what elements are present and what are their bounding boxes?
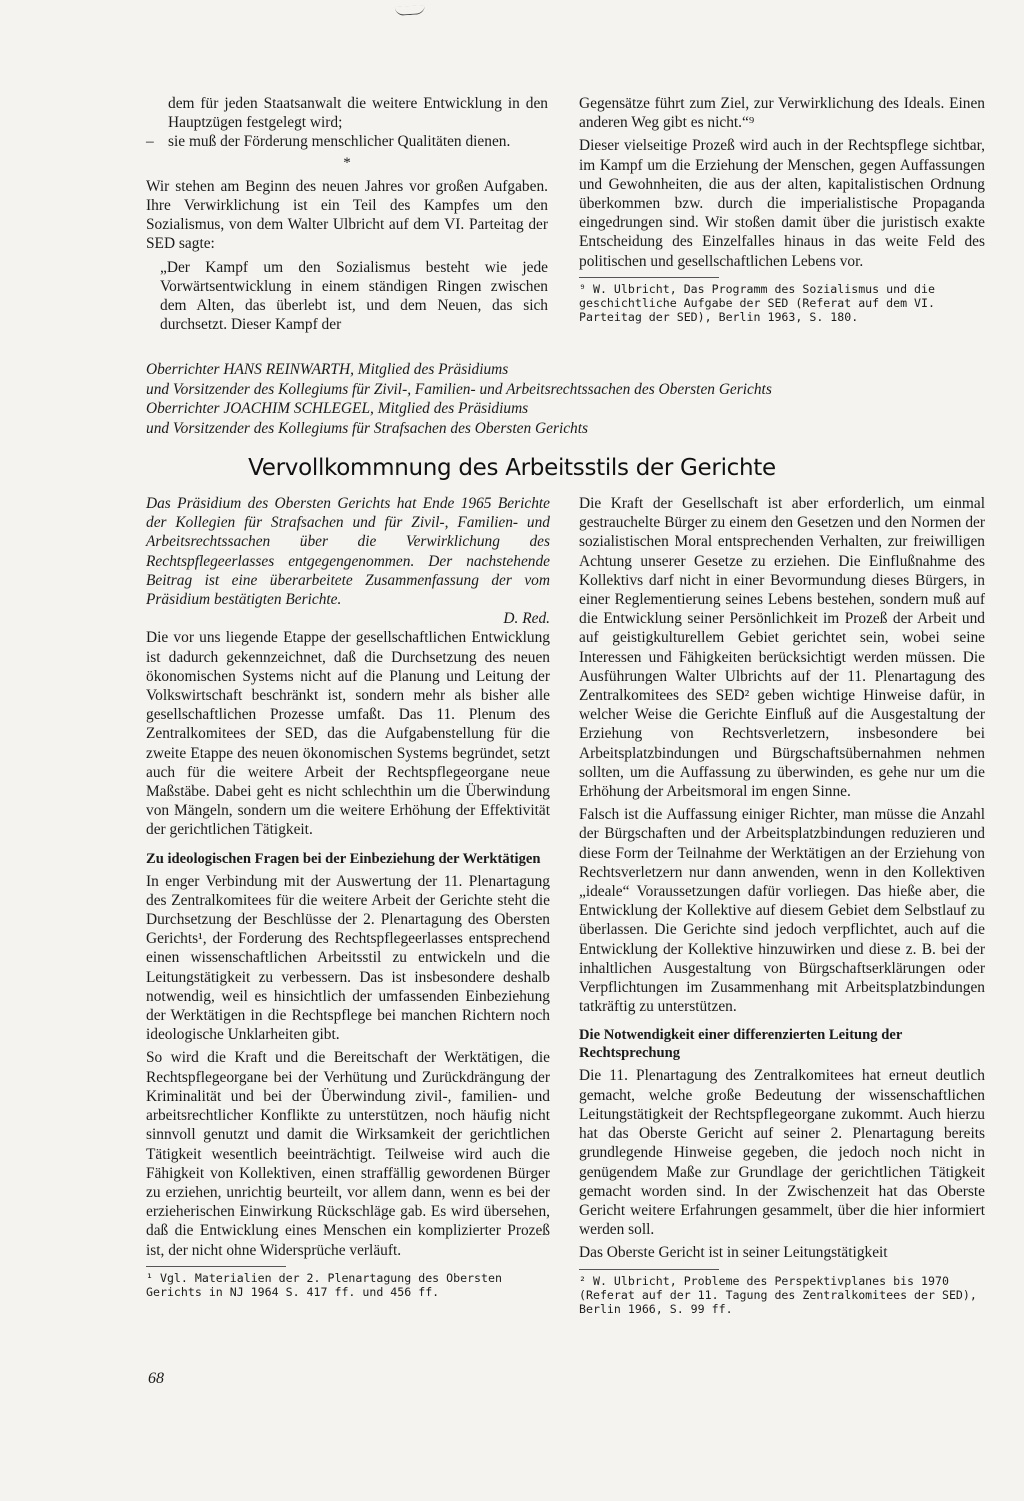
paragraph: In enger Verbindung mit der Auswertung der 11. Plenartagung des Zentralkomitees für die weitere Arbeit der Gerichte steht die Durchsetzung der Beschlüsse der 2. Plenartagung des Obersten Gerichts¹, der Forderung des Rechtspflegeerlasses entsprechend einen wissenschaftlichen Arbeitsstil zu entwickeln und die Leitungstätigkeit zu verbessern. Das ist insbesondere deshalb notwendig, weil es hinsichtlich der umfassenden Einbeziehung der Werktätigen in die Rechtspflege bei manchen Richtern noch ideologische Unklarheiten gibt. — [146, 872, 550, 1044]
quote-paragraph: „Der Kampf um den Sozialismus besteht wie jede Vorwärtsentwicklung in einem ständigen Ringen zwischen dem Alten, das überlebt ist, und dem Neuen, das sich durchsetzt. Dieser Kampf der — [160, 258, 548, 334]
section-heading: Zu ideologischen Fragen bei der Einbeziehung der Werktätigen — [146, 850, 541, 867]
author-line: und Vorsitzender des Kollegiums für Zivil-, Familien- und Arbeitsrechtssachen des Obersten Gerichts — [146, 380, 772, 398]
paragraph: Dieser vielseitige Prozeß wird auch in der Rechtspflege sichtbar, im Kampf um die Erziehung der Menschen, gegen Auffassungen und Gewohnheiten, die aus der alten, kapitalistischen Ordnung überkommen bzw. durch die imperialistische Propaganda eingedrungen sind. Wir stoßen damit über die juristisch exakte Entscheidung des Einzelfalles hinaus in das weite Feld des politischen und gesellschaftlichen Lebens vor. — [579, 137, 985, 270]
left-main-column — [146, 494, 550, 1299]
section-separator: * — [343, 154, 351, 171]
paragraph: Gegensätze führt zum Ziel, zur Verwirklichung des Ideals. Einen anderen Weg gibt es nicht.“⁹ — [579, 95, 985, 132]
footnote-rule — [146, 1266, 286, 1267]
right-top-column — [579, 94, 985, 324]
footnote-rule — [579, 1269, 719, 1270]
left-top-column — [146, 94, 548, 334]
author-line: und Vorsitzender des Kollegiums für Strafsachen des Obersten Gerichts — [146, 419, 589, 437]
author-line: Oberrichter HANS REINWARTH, Mitglied des Präsidiums — [146, 361, 509, 378]
paragraph: Das Oberste Gericht ist in seiner Leitungstätigkeit — [579, 1244, 888, 1262]
right-main-column — [579, 494, 985, 1316]
footnote: ¹ Vgl. Materialien der 2. Plenartagung des Obersten Gerichts in NJ 1964 S. 417 ff. und 456 ff. — [146, 1270, 502, 1299]
paragraph: Die Kraft der Gesellschaft ist aber erforderlich, um einmal gestrauchelte Bürger zu einem den Gesetzen und den Normen der sozialistischen Moral entsprechenden Verhalten, zur freiwilligen Achtung unserer Gesetze zu erziehen. Die Einflußnahme des Kollektivs darf nicht in einer Bevormundung dieses Bürgers, in einer Reglementierung seines Lebens bestehen, sondern muß auf die Entwicklung seiner Persönlichkeit im Prozeß der Arbeit und auf geistigkulturellem Gebiet gerichtet sein, wobei seine Interessen und Fähigkeiten berücksichtigt werden müssen. Die Ausführungen Walter Ulbrichts auf der 11. Plenartagung des Zentralkomitees des SED² geben wichtige Hinweise dafür, in welcher Weise die Gerichte Einfluß auf die Ausgestaltung der Erziehung von Rechtsverletzern, insbesondere bei Arbeitsplatzbindungen und Bürgschaftsübernahmen nehmen sollten, um die Auffassung zu überwinden, es gehe nur um die Erhöhung der Arbeitsmoral im engen Sinne. — [579, 495, 985, 801]
paragraph: Wir stehen am Beginn des neuen Jahres vor großen Aufgaben. Ihre Verwirklichung ist ein Teil des Kampfes um den Sozialismus, von dem Walter Ulbricht auf dem VI. Parteitag der SED sagte: — [146, 177, 548, 253]
editorial-lead: Das Präsidium des Obersten Gerichts hat Ende 1965 Berichte der Kollegien für Strafsachen und für Zivil-, Familien- und Arbeitsrechtssachen über die Verwirklichung des Rechtspflegeerlasses entgegengenommen. Der nachstehende Beitrag ist eine überarbeitete Zusammenfassung der vom Präsidium bestätigten Berichte. — [146, 495, 550, 609]
author-block — [146, 360, 1006, 438]
paragraph: Die vor uns liegende Etappe der gesellschaftlichen Entwicklung ist dadurch gekennzeichnet, daß die Durchsetzung des neuen ökonomischen Systems nicht auf die Planung und Leitung der Volkswirtschaft beschränkt ist, sondern mehr als bisher alle gesellschaftlichen Prozesse umfaßt. Das 11. Plenum des Zentralkomitees der SED, das die Aufgabenstellung für die zweite Etappe des neuen ökonomischen Systems begründet, setzt auch für die weitere Arbeit der Rechtspflegeorgane neue Maßstäbe. Dabei geht es nicht schlechthin um die Überwindung von Mängeln, sondern um die weitere Erhöhung der Effektivität der gerichtlichen Tätigkeit. — [146, 629, 550, 839]
page-number: 68 — [148, 1370, 164, 1387]
list-item-continuation: dem für jeden Staatsanwalt die weitere Entwicklung in den Hauptzügen festgelegt wird; — [168, 95, 548, 132]
scan-mark — [395, 5, 426, 16]
dash-bullet: – — [146, 133, 154, 151]
paragraph: Die 11. Plenartagung des Zentralkomitees hat erneut deutlich gemacht, welche große Bedeutung der wissenschaftlichen Leitungstätigkeit der Rechtspflegeorgane zukommt. Auch hierzu hat das Oberste Gericht auf seiner 2. Plenartagung bereits grundlegende Hinweise gegeben, die jedoch noch nicht in genügendem Maße zur Grundlage der gerichtlichen Tätigkeit gemacht worden sind. In der Zwischenzeit hat das Oberste Gericht weitere Erfahrungen gesammelt, über die hier informiert werden soll. — [579, 1067, 985, 1239]
editorial-signature: D. Red. — [503, 610, 550, 628]
footnote: ² W. Ulbricht, Probleme des Perspektivplanes bis 1970 (Referat auf der 11. Tagung des Zentralkomitees der SED), Berlin 1966, S. 99 ff. — [579, 1273, 977, 1316]
author-line: Oberrichter JOACHIM SCHLEGEL, Mitglied des Präsidiums — [146, 400, 529, 417]
editorial-signature-row — [146, 609, 550, 628]
footnote-rule — [579, 277, 719, 278]
list-item — [146, 132, 548, 151]
footnote: ⁹ W. Ulbricht, Das Programm des Sozialismus und die geschichtliche Aufgabe der SED (Referat auf dem VI. Parteitag der SED), Berlin 1963, S. 180. — [579, 281, 935, 324]
list-item-text: sie muß der Förderung menschlicher Qualitäten dienen. — [168, 133, 511, 151]
paragraph: Falsch ist die Auffassung einiger Richter, man müsse die Anzahl der Bürgschaften und der Arbeitsplatzbindungen reduzieren und diese Form der Teilnahme der Werktätigen an der Erziehung von Rechtsverletzern nur dann anwenden, wenn in den Kollektiven „ideale“ Voraussetzungen dafür vorliegen. Das hieße aber, die Entwicklung der Kollektive auf diesem Gebiet dem Selbstlauf zu überlassen. Die Gerichte sind jedoch verpflichtet, auch auf die Entwicklung der Kollektive hinzuwirken und diese z. B. bei der inhaltlichen Ausgestaltung von Bürgschaftserklärungen oder Verpflichtungen im Zusammenhang mit Arbeitsplatzbindungen tatkräftig zu unterstützen. — [579, 806, 985, 1016]
paragraph: So wird die Kraft und die Bereitschaft der Werktätigen, die Rechtspflegeorgane bei der Verhütung und Zurückdrängung der Kriminalität und bei der Überwindung zivil-, familien- und arbeitsrechtlicher Konflikte zu unterstützen, noch häufig nicht sinnvoll genutzt und damit die Wirksamkeit der gerichtlichen Tätigkeit wesentlich beeinträchtigt. Teilweise wird auch die Fähigkeit von Kollektiven, einen straffällig gewordenen Bürger zu erziehen, unrichtig beurteilt, vor allem dann, wenn es bei der erzieherischen Einwirkung Rückschläge gab. Es wird übersehen, daß die Entwicklung eines Menschen ein komplizierter Prozeß ist, der nicht ohne Widersprüche verläuft. — [146, 1049, 550, 1259]
article-title: Vervollkommnung des Arbeitsstils der Gerichte — [248, 455, 776, 481]
section-heading: Die Notwendigkeit einer differenzierten Leitung der Rechtsprechung — [579, 1027, 903, 1062]
